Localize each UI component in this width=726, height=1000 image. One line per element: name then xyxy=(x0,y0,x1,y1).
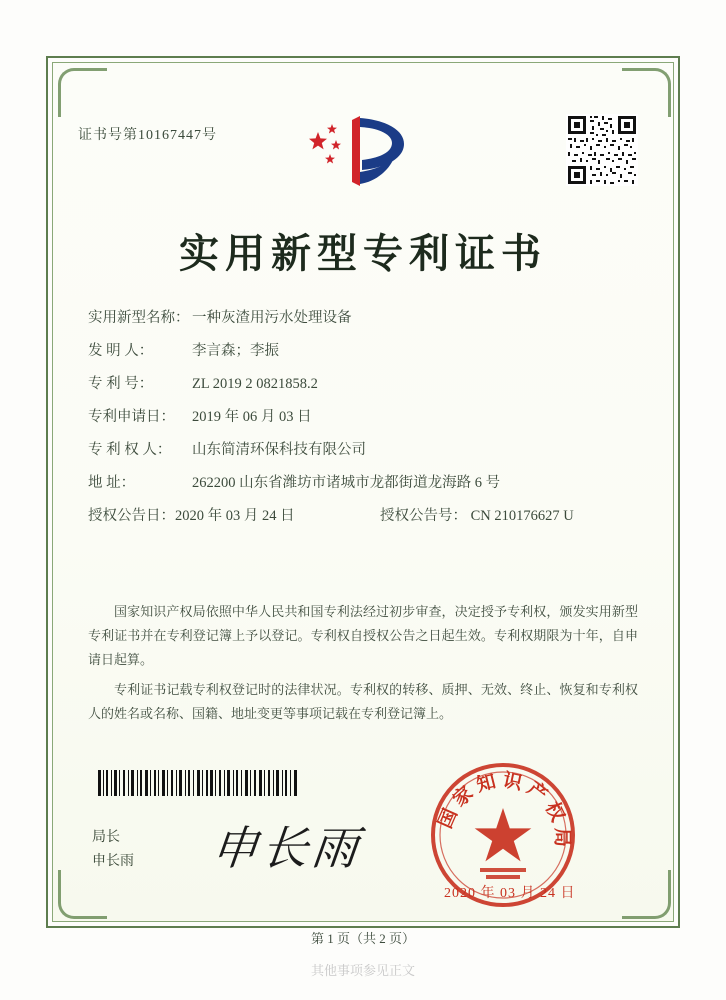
field-label: 地 址： xyxy=(88,475,136,491)
field-list xyxy=(88,306,648,537)
barcode-icon xyxy=(98,770,298,796)
field-value: 山东简清环保科技有限公司 xyxy=(192,442,366,458)
grant-number-label: 授权公告号： xyxy=(380,508,467,524)
field-value: 一种灰渣用污水处理设备 xyxy=(192,310,352,326)
grant-date-value: 2020 年 03 月 24 日 xyxy=(175,508,295,524)
signature-block xyxy=(92,826,134,874)
field-application-date xyxy=(88,405,648,438)
field-patentee xyxy=(88,438,648,471)
field-patent-number xyxy=(88,372,648,405)
field-address xyxy=(88,471,648,504)
corner-ornament-bottom-right xyxy=(622,870,671,919)
field-value: 2019 年 06 月 03 日 xyxy=(192,409,312,425)
field-value: 李言森；李振 xyxy=(192,343,279,359)
legal-text xyxy=(88,600,638,732)
field-inventor xyxy=(88,339,648,372)
corner-ornament-top-right xyxy=(622,68,671,117)
bottom-note: 其他事项参见正文 xyxy=(310,963,415,978)
field-label: 专 利 权 人： xyxy=(88,442,172,458)
corner-ornament-bottom-left xyxy=(58,870,107,919)
field-label: 专 利 号： xyxy=(88,376,154,392)
director-name-label: 申长雨 xyxy=(92,854,134,869)
cnipa-logo-icon xyxy=(300,112,420,190)
field-grant-row xyxy=(88,504,648,537)
grant-date-label: 授权公告日： xyxy=(88,508,175,524)
svg-text:国家知识产权局: 国家知识产权局 xyxy=(435,770,573,852)
grant-number-value: CN 210176627 U xyxy=(470,508,574,524)
field-label: 实用新型名称： xyxy=(88,310,190,326)
page-title: 实用新型专利证书 xyxy=(179,231,547,276)
grant-number-group xyxy=(380,504,574,525)
director-title-label: 局长 xyxy=(92,830,120,845)
field-value: ZL 2019 2 0821858.2 xyxy=(192,376,318,392)
field-label: 发 明 人： xyxy=(88,343,154,359)
legal-paragraph-2: 专利证书记载专利权登记时的法律状况。专利权的转移、质押、无效、终止、恢复和专利权人的姓名或名称、国籍、地址变更等事项记载在专利登记簿上。 xyxy=(88,682,638,721)
legal-paragraph-1: 国家知识产权局依照中华人民共和国专利法经过初步审查，决定授予专利权，颁发实用新型专利证书并在专利登记簿上予以登记。专利权自授权公告之日起生效。专利权期限为十年，自申请日起算。 xyxy=(88,604,638,667)
qr-code-icon xyxy=(566,114,638,186)
field-label: 专利申请日： xyxy=(88,409,175,425)
field-utility-model-name xyxy=(88,306,648,339)
handwritten-signature: 申长雨 xyxy=(208,823,365,874)
seal-date: 2020 年 03 月 24 日 xyxy=(444,886,576,901)
corner-ornament-top-left xyxy=(58,68,107,117)
field-value: 262200 山东省潍坊市诸城市龙都街道龙海路 6 号 xyxy=(192,475,501,491)
page-indicator: 第 1 页（共 2 页） xyxy=(310,931,415,946)
certificate-number: 证书号第10167447号 xyxy=(78,128,217,143)
